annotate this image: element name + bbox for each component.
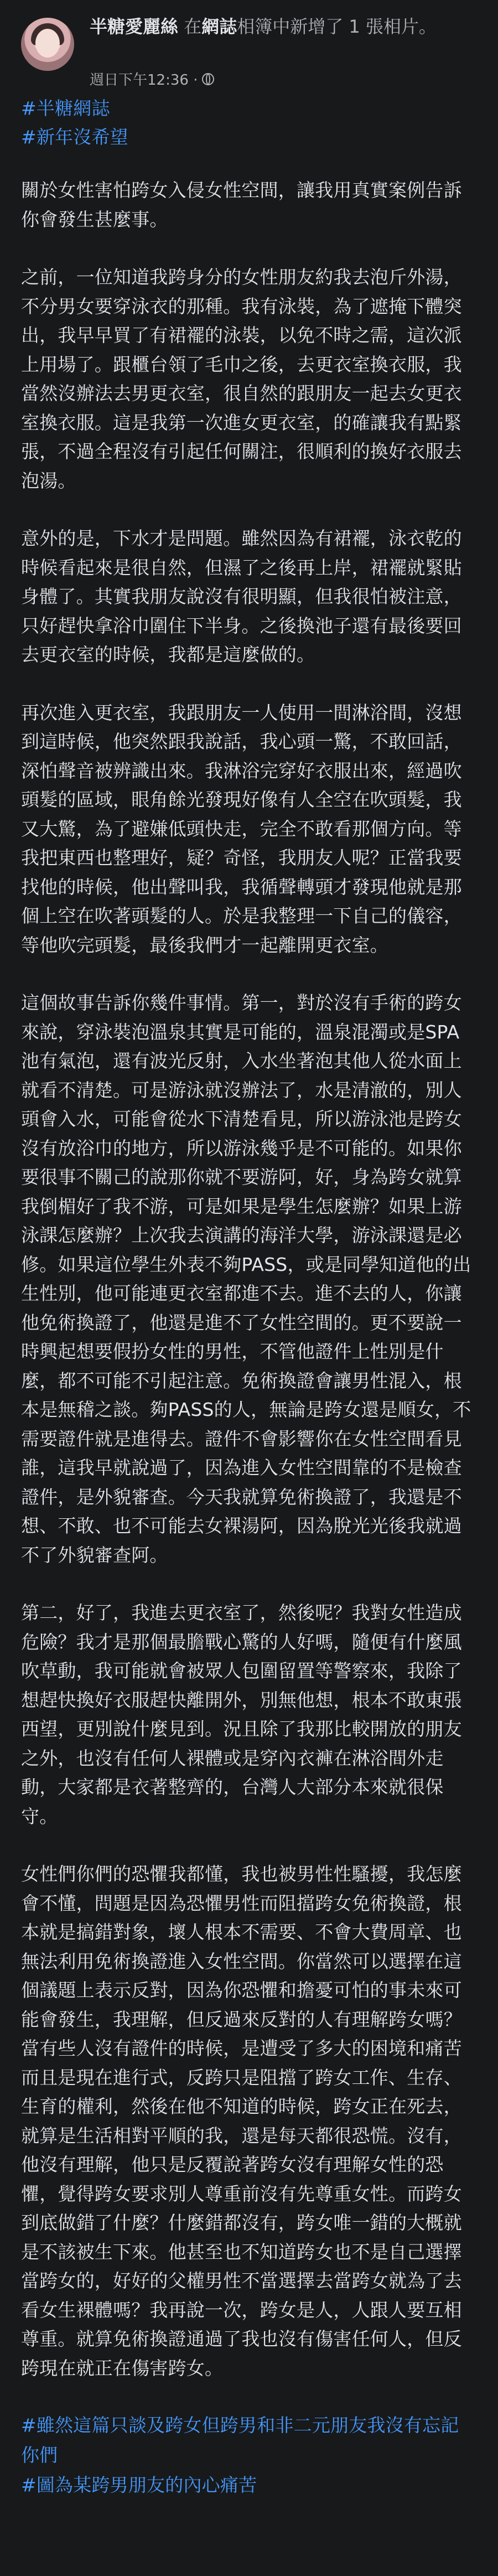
paragraph: 女性們你們的恐懼我都懂，我也被男性性騷擾，我怎麼會不懂，問題是因為恐懼男性而阻擋跨女免術換證，根本就是搞錯對象，壞人根本不需要、不會大費周章、也無法利用免術換證進入女性空間。你當然可以選擇在這個議題上表示反對，因為你恐懼和擔憂可怕的事未來可能會發生，我理解，但反過來反對的人有理解跨女嗎？當有些人沒有證件的時候，是遭受了多大的困境和痛苦而且是現在進行式，反跨只是阻擋了跨女工作、生存、生育的權利，然後在他不知道的時候，跨女正在死去，就算是生活相對平順的我，還是每天都很恐慌。沒有，他沒有理解，他只是反覆說著跨女沒有理解女性的恐懼，覺得跨女要求別人尊重前沒有先尊重女性。而跨女到底做錯了什麼？什麼錯都沒有，跨女唯一錯的大概就是不該被生下來。他甚至也不知道跨女也不是自己選擇當跨女的，好好的父權男性不當選擇去當跨女就為了去看女生裸體嗎？我再說一次，跨女是人，人跟人要互相尊重。就算免術換證通過了我也沒有傷害任何人，但反跨現在就正在傷害跨女。	[21, 1863, 462, 2379]
avatar[interactable]	[21, 18, 74, 71]
post-timestamp[interactable]: 週日下午12:36 ·	[90, 72, 198, 89]
paragraph: 再次進入更衣室，我跟朋友一人使用一間淋浴間，沒想到這時候，他突然跟我說話，我心頭一驚，不敢回話，深怕聲音被辨識出來。我淋浴完穿好衣服出來，經過吹頭髮的區域，眼角餘光發現好像有人全空在吹頭髮，我又大驚，為了避嫌低頭快走，完全不敢看那個方向。等我把東西也整理好，疑？奇怪，我朋友人呢？正當我要找他的時候，他出聲叫我，我循聲轉頭才發現他就是那個上空在吹著頭髮的人。於是我整理一下自己的儀容，等他吹完頭髮，最後我們才一起離開更衣室。	[21, 701, 462, 956]
footer-hashtag-list	[21, 2411, 477, 2500]
avatar-face	[35, 29, 60, 58]
post-headline	[90, 13, 471, 40]
post-action: 相簿中新增了 1 張相片。	[237, 16, 437, 37]
paragraph: 意外的是，下水才是問題。雖然因為有裙襬，泳衣乾的時候看起來是很自然，但濕了之後再上岸，裙襬就緊貼身體了。其實我朋友說沒有很明顯，但我很怕被注意，只好趕快拿浴巾圍住下半身。之後換池子還有最後要回去更衣室的時候，我都是這麼做的。	[21, 527, 462, 665]
paragraph: 關於女性害怕跨女入侵女性空間，讓我用真實案例告訴你會發生甚麼事。	[21, 179, 462, 230]
in-word: 在	[184, 16, 202, 37]
paragraph: 第二，好了，我進去更衣室了，然後呢？我對女性造成危險？我才是那個最膽戰心驚的人好嗎，隨便有什麼風吹草動，我可能就會被眾人包圍留置等警察來，我除了想趕快換好衣服趕快離開外，別無他想，根本不敢東張西望，更別說什麼見到。況且除了我那比較開放的朋友之外，也沒有任何人裸體或是穿內衣褲在淋浴間外走動，大家都是衣著整齊的，台灣人大部分本來就很保守。	[21, 1602, 462, 1827]
post-header	[21, 0, 477, 94]
post-meta	[90, 69, 214, 89]
paragraph: 這個故事告訴你幾件事情。第一，對於沒有手術的跨女來說，穿泳裝泡溫泉其實是可能的，溫泉混濁或是SPA池有氣泡，還有波光反射，入水坐著泡其他人從水面上就看不清楚。可是游泳就沒辦法了，水是清澈的，別人頭會入水，可能會從水下清楚看見，所以游泳池是跨女沒有放浴巾的地方，所以游泳幾乎是不可能的。如果你要很事不關己的說那你就不要游阿，好，身為跨女就算我倒楣好了我不游，可是如果是學生怎麼辦？如果上游泳課怎麼辦？上次我去演講的海洋大學，游泳課還是必修。如果這位學生外表不夠PASS，或是同學知道他的出生性別，他可能連更衣室都進不去。進不去的人，你讓他免術換證了，他還是進不了女性空間的。更不要說一時興起想要假扮女性的男性，不管他證件上性別是什麼，都不可能不引起注意。免術換證會讓男性混入，根本是無稽之談。夠PASS的人，無論是跨女還是順女，不需要證件就是進得去。證件不會影響你在女性空間看見誰，這我早就說過了，因為進入女性空間靠的不是檢查證件，是外貌審查。今天我就算免術換證了，我還是不想、不敢、也不可能去女裸湯阿，因為脫光光後我就過不了外貌審查阿。	[21, 992, 471, 1566]
hashtag-link[interactable]: #圖為某跨男朋友的內心痛苦	[21, 2474, 257, 2496]
hashtag-link[interactable]: #雖然這篇只談及跨女但跨男和非二元朋友我沒有忘記你們	[21, 2414, 459, 2466]
hashtag-link[interactable]: #新年沒希望	[21, 126, 128, 148]
paragraph: 之前，一位知道我跨身分的女性朋友約我去泡斤外湯，不分男女要穿泳衣的那種。我有泳裝，為了遮掩下體突出，我早早買了有裙襬的泳裝，以免不時之需，這次派上用場了。跟櫃台領了毛巾之後，去更衣室換衣服，我當然沒辦法去男更衣室，很自然的跟朋友一起去女更衣室換衣服。這是我第一次進女更衣室，的確讓我有點緊張，不過全程沒有引起任何關注，很順利的換好衣服去泡湯。	[21, 266, 462, 492]
hashtag-link[interactable]: #半糖網誌	[21, 97, 110, 119]
album-link[interactable]: 網誌	[201, 16, 237, 37]
globe-icon	[202, 73, 214, 85]
post-body	[21, 94, 477, 2500]
author-name[interactable]: 半糖愛麗絲	[90, 16, 179, 37]
hashtag-list	[21, 94, 477, 152]
